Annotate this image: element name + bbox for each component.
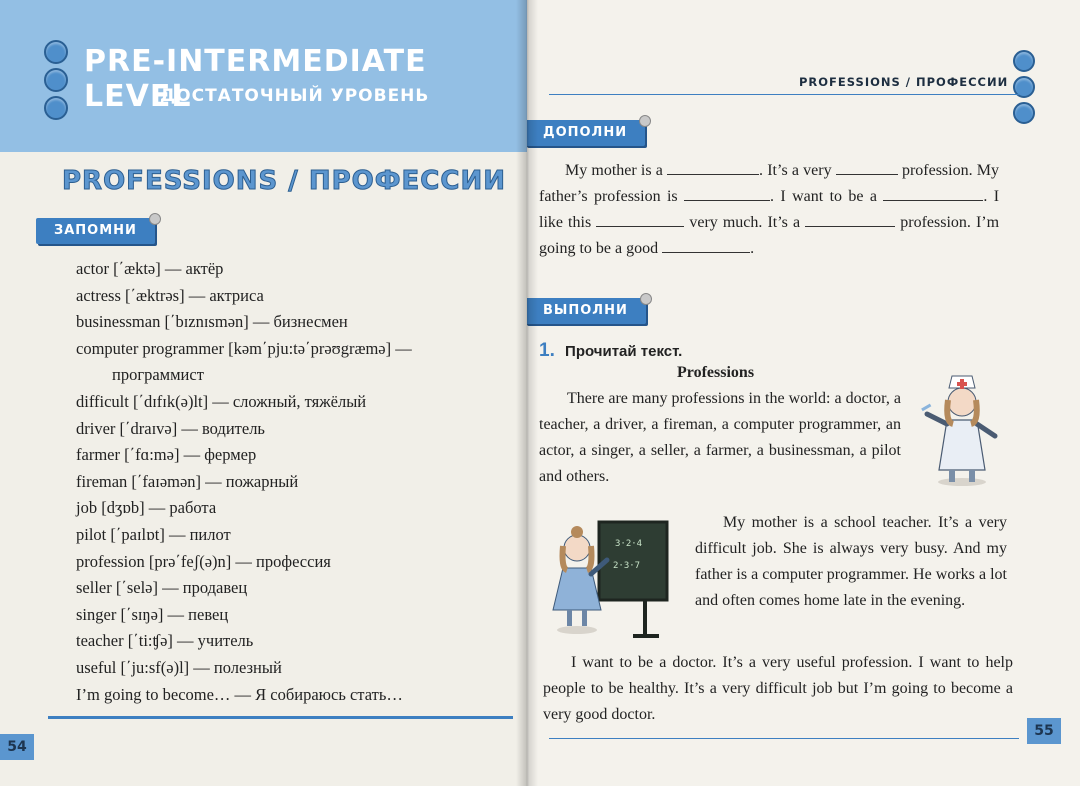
pin-icon <box>640 293 652 305</box>
running-header: PROFESSIONS / ПРОФЕССИИ <box>799 75 1009 89</box>
gap-text: . I want <box>770 188 824 205</box>
task-instruction: Прочитай текст. <box>565 343 683 360</box>
gap-text: My mother is a <box>565 162 663 179</box>
divider <box>549 94 1019 95</box>
teacher-girl-illustration <box>541 518 691 640</box>
vocab-item: profession [prə΄feʃ(ə)n] — профессия <box>76 551 331 571</box>
vocabulary-list <box>76 256 496 708</box>
gap-text: a <box>792 214 801 231</box>
dot-icon <box>44 40 68 64</box>
answer-blank[interactable] <box>596 213 684 227</box>
answer-blank[interactable] <box>684 187 770 201</box>
answer-blank[interactable] <box>667 161 759 175</box>
task-heading <box>539 340 682 362</box>
gap-text: to be a <box>829 188 877 205</box>
gap-text: profession. My father’s profession is <box>539 162 999 205</box>
divider <box>549 738 1019 739</box>
vocab-item: computer programmer [kəm΄pju:tə΄prəʊgræmə] — <box>76 338 412 358</box>
vocab-item: I’m going to become… — Я собираюсь стать… <box>76 684 403 704</box>
vocab-item: seller [΄selə] — продавец <box>76 578 248 598</box>
remember-tag-label: ЗАПОМНИ <box>54 223 137 238</box>
answer-blank[interactable] <box>805 213 895 227</box>
gap-text: . I like this <box>539 188 1000 231</box>
vocab-item-continuation: программист <box>112 365 204 385</box>
header-dots <box>1013 50 1035 128</box>
task-number: 1. <box>539 340 555 361</box>
dot-icon <box>44 68 68 92</box>
vocab-item: difficult [΄dɪfɪk(ə)lt] — сложный, тяжёлый <box>76 391 367 411</box>
vocab-item: driver [΄draɪvə] — водитель <box>76 418 265 438</box>
banner-dots <box>44 40 68 124</box>
level-banner <box>0 0 527 152</box>
left-page <box>0 0 527 786</box>
pin-icon <box>149 213 161 225</box>
book-gutter <box>516 0 538 786</box>
vocab-item: teacher [΄ti:ʧə] — учитель <box>76 631 254 651</box>
reading-paragraph: I want to be a doctor. It’s a very useful profession. I want to help people to be healthy. It’s a very difficult job but I’m going to become a very good doctor. <box>543 654 1013 723</box>
dot-icon <box>44 96 68 120</box>
dot-icon <box>1013 102 1035 124</box>
vocab-item: singer [΄sɪŋə] — певец <box>76 604 229 624</box>
reading-title: Professions <box>677 364 755 381</box>
remember-tag <box>36 218 155 244</box>
answer-blank[interactable] <box>662 239 750 253</box>
vocab-item: fireman [΄faɪəmən] — пожарный <box>76 471 299 491</box>
answer-blank[interactable] <box>883 187 983 201</box>
page-title: PROFESSIONS / ПРОФЕССИИ <box>62 166 506 196</box>
vocab-item: actress [΄æktrəs] — актриса <box>76 285 264 305</box>
vocab-item: useful [΄ju:sf(ə)l] — полезный <box>76 657 282 677</box>
gap-text: profession. I’m going to be a good <box>539 214 1000 257</box>
gap-text: . It’s a very <box>759 162 832 179</box>
board-line: 3·2·4 <box>615 539 643 549</box>
reading-paragraph: My mother is a school teacher. It’s a very difficult job. She is always very busy. And my father is a computer programmer. He works a lot and often comes home late in the evening. <box>695 514 1007 609</box>
page-number: 55 <box>1027 718 1061 744</box>
page-number: 54 <box>0 734 34 760</box>
pin-icon <box>639 115 651 127</box>
dot-icon <box>1013 50 1035 72</box>
vocab-item: pilot [΄paɪlɒt] — пилот <box>76 524 231 544</box>
do-task-tag <box>527 298 646 324</box>
vocab-item: actor [΄æktə] — актёр <box>76 259 224 278</box>
board-line: 2·3·7 <box>613 561 641 571</box>
right-page <box>527 0 1080 786</box>
fill-in-tag <box>527 120 645 146</box>
gap-fill-exercise <box>539 158 999 262</box>
vocab-item: businessman [΄bɪznɪsmən] — бизнесмен <box>76 312 348 332</box>
level-subtitle: ДОСТАТОЧНЫЙ УРОВЕНЬ <box>160 86 430 106</box>
vocab-item: farmer [΄fɑ:mə] — фермер <box>76 445 257 465</box>
do-task-tag-label: ВЫПОЛНИ <box>543 303 628 318</box>
level-title: PRE-INTERMEDIATE LEVEL <box>84 44 427 114</box>
divider <box>48 716 513 719</box>
gap-text: very much. It’s <box>689 214 788 231</box>
reading-paragraph: There are many professions in the world: a doctor, a teacher, a driver, a fireman, a computer programmer, an actor, a singer, a seller, a farmer, a businessman, a pilot and others. <box>539 390 901 485</box>
fill-in-tag-label: ДОПОЛНИ <box>543 125 628 140</box>
vocab-item: job [dʒɒb] — работа <box>76 498 217 518</box>
gap-text: . <box>750 240 755 257</box>
doctor-girl-illustration <box>919 362 1005 488</box>
answer-blank[interactable] <box>836 161 898 175</box>
